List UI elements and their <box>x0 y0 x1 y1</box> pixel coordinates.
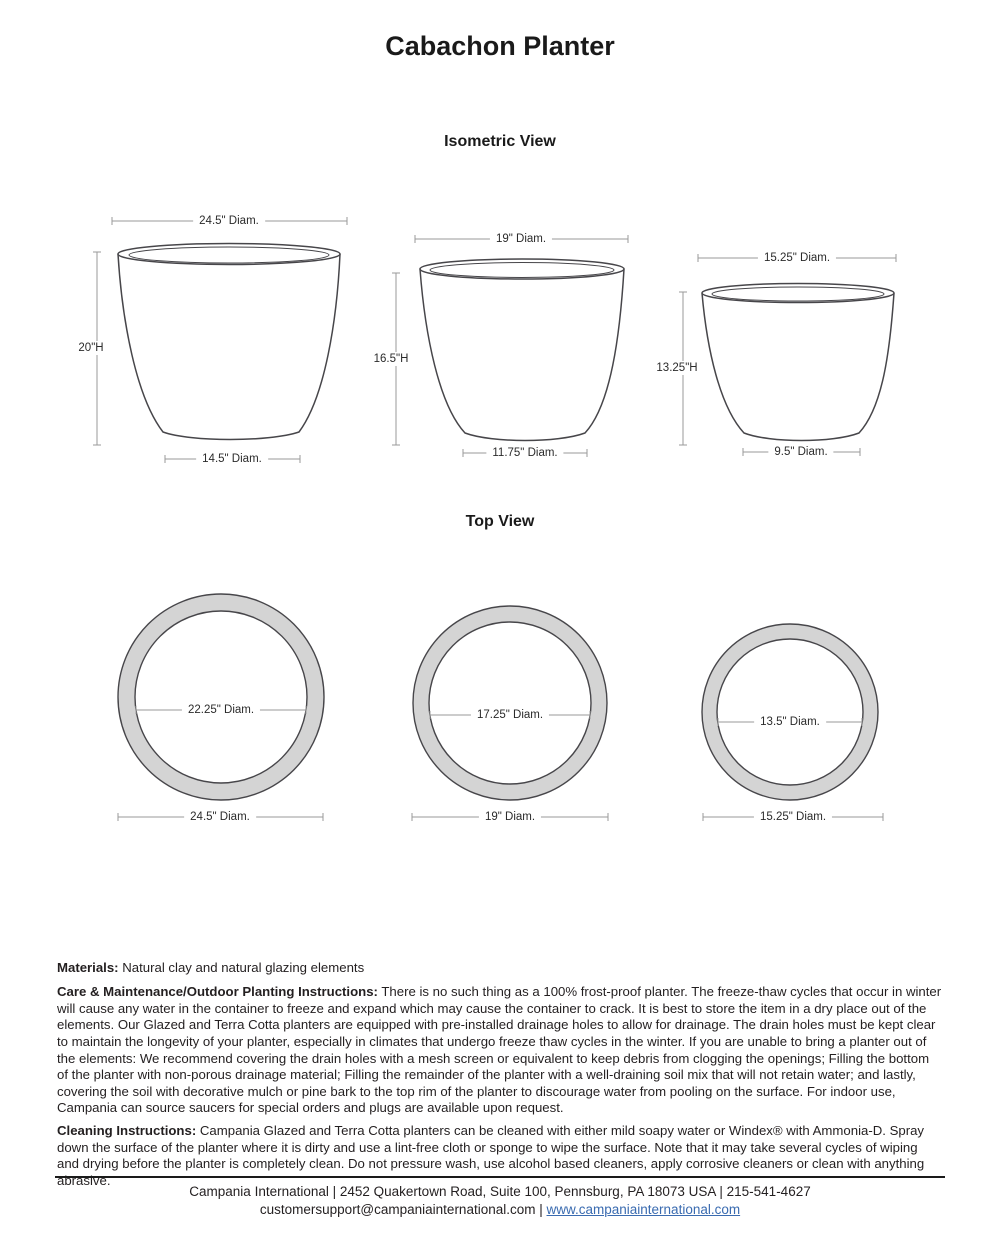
planter-2-bottom-diameter-label: 11.75" Diam. <box>486 447 563 459</box>
planter-2-opening-diameter-label: 17.25" Diam. <box>471 709 549 721</box>
planter-1-top-view-figure <box>110 588 335 833</box>
planter-3-top-diameter-label: 15.25" Diam. <box>758 252 836 264</box>
care-instructions-paragraph <box>57 984 943 1117</box>
planter-2-height-label: 16.5"H <box>373 353 409 365</box>
planter-3-isometric-figure <box>650 245 910 470</box>
planter-3-height-label: 13.25"H <box>656 362 698 374</box>
rim-inner-circle <box>135 611 307 783</box>
planter-1-bottom-diameter-label: 14.5" Diam. <box>196 453 268 465</box>
planter-3-outer-diameter-label: 15.25" Diam. <box>754 811 832 823</box>
planter-3-top-view-figure <box>695 620 890 835</box>
planter-rim-outer <box>702 284 894 303</box>
footer-contact-line <box>0 1201 1000 1219</box>
planter-body-outline <box>118 254 340 440</box>
footer-divider <box>55 1176 945 1178</box>
page-title: Cabachon Planter <box>385 31 615 61</box>
rim-inner-circle <box>429 622 591 784</box>
planter-1-isometric-figure <box>75 205 355 470</box>
footer-website-link[interactable]: www.campaniainternational.com <box>546 1201 741 1217</box>
materials-text: Natural clay and natural glazing elements <box>122 960 365 976</box>
planter-1-opening-diameter-label: 22.25" Diam. <box>182 704 260 716</box>
planter-2-drawing <box>370 225 640 470</box>
materials-label: Materials: <box>57 960 119 976</box>
planter-2-isometric-figure <box>370 225 640 470</box>
cleaning-instructions-paragraph <box>57 1123 943 1189</box>
isometric-view-heading: Isometric View <box>444 133 556 150</box>
planter-3-bottom-diameter-label: 9.5" Diam. <box>768 446 833 458</box>
care-text: There is no such thing as a 100% frost-proof planter. The freeze-thaw cycles that occur in winter will cause any water in the container to freeze and expand which may cause the container to crack. It is best to store the item in a dry place out of the elements. Our Glazed and Terra Cotta planters are equipped with pre-installed drainage holes to allow for drainage. The drain holes must be kept clear to maintain the longevity of your planter, especially in climates that undergo freeze thaw cycles in the winter. If you are unable to bring a planter out of the elements: We recommend covering the drain holes with a mesh screen or equivalent to keep debris from clogging the openings; Filling the bottom of the planter with non-porous drainage material; Filling the remainder of the planter with a well-draining soil mix that will not retain water; and lastly, covering the soil with decorative mulch or pine bark to the top rim of the planter to discourage water from pooling on the surface. For indoor use, Campania can source saucers for special orders and plugs are available upon request. <box>57 984 942 1116</box>
footer-email: customersupport@campaniainternational.com <box>259 1201 536 1217</box>
planter-3-drawing <box>650 245 910 470</box>
planter-body-outline <box>420 269 624 441</box>
planter-1-drawing <box>75 205 355 470</box>
planter-1-outer-diameter-label: 24.5" Diam. <box>184 811 256 823</box>
planter-3-opening-diameter-label: 13.5" Diam. <box>754 716 826 728</box>
materials-paragraph <box>57 960 943 977</box>
planter-2-outer-diameter-label: 19" Diam. <box>479 811 541 823</box>
care-label: Care & Maintenance/Outdoor Planting Instructions: <box>57 984 378 1000</box>
planter-2-top-view-figure <box>405 600 620 830</box>
rim-inner-circle <box>717 639 863 785</box>
cleaning-label: Cleaning Instructions: <box>57 1123 197 1139</box>
footer-address-line: Campania International | 2452 Quakertown Road, Suite 100, Pennsburg, PA 18073 USA | 215-541-4627 <box>189 1184 811 1199</box>
top-view-heading: Top View <box>465 513 535 530</box>
planter-1-height-label: 20"H <box>78 342 104 354</box>
footer <box>0 1183 1000 1218</box>
planter-1-top-diameter-label: 24.5" Diam. <box>193 215 265 227</box>
cleaning-text: Campania Glazed and Terra Cotta planters can be cleaned with either mild soapy water or Windex® with Ammonia-D. Spray down the surface of the planter where it is dirty and use a lint-free cloth or sponge to wipe the surface. Note that it may take several cycles of wiping and drying before the planter is completely clean. Do not pressure wash, use alcohol based cleaners, apply corrosive cleaners or clean with anything abrasive. <box>57 1123 925 1188</box>
planter-2-top-diameter-label: 19" Diam. <box>490 233 552 245</box>
footer-separator: | <box>535 1201 547 1217</box>
planter-body-outline <box>702 293 894 441</box>
